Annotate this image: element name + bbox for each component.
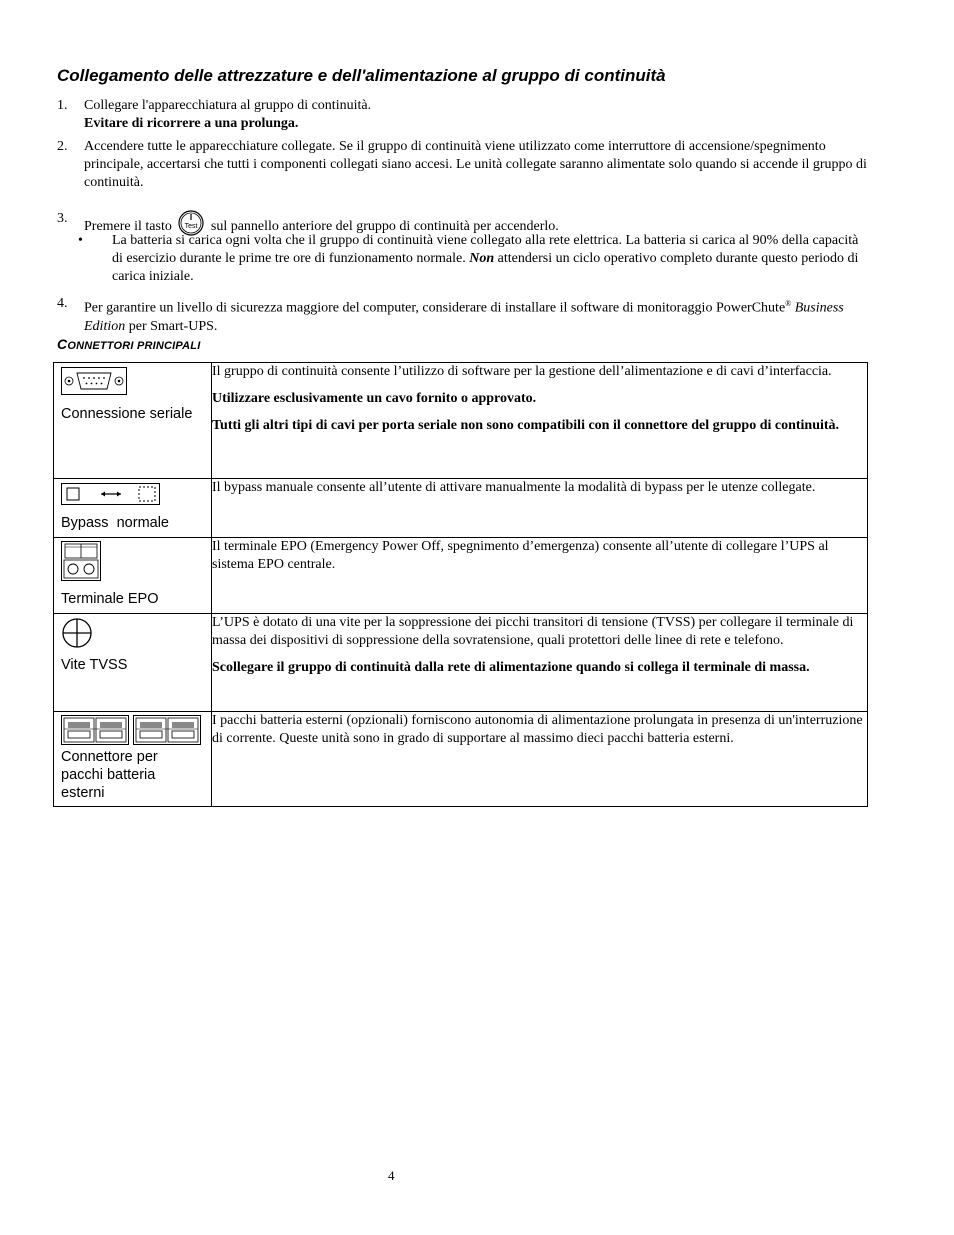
- product-edition: Business Edition: [84, 300, 844, 334]
- connector-cell: [54, 712, 212, 807]
- description-paragraph: Il terminale EPO (Emergency Power Off, spegnimento d’emergenza) consente all’utente di collegare l’UPS al sistema EPO centrale.: [212, 539, 829, 572]
- step-text: Accendere tutte le apparecchiature collegate. Se il gruppo di continuità viene utilizzato come interruttore di accensione/spegnimento principale, accertarsi che tutti i componenti collegati siano accesi. Le unità collegate saranno alimentate solo quando si accende il gruppo di continuità.: [84, 139, 867, 190]
- connector-description: [212, 363, 868, 479]
- description-warning: Utilizzare esclusivamente un cavo fornito o approvato.: [212, 391, 537, 406]
- bullet-dot: •: [78, 233, 83, 248]
- ground-screw-icon: [61, 617, 93, 654]
- connector-label: Connettore per pacchi batteria esterni: [61, 749, 158, 801]
- connector-description: [212, 479, 868, 538]
- connector-cell: [54, 479, 212, 538]
- page-number: 4: [388, 1168, 395, 1183]
- step-text: Collegare l'apparecchiatura al gruppo di continuità.: [84, 98, 372, 113]
- table-row: [54, 614, 868, 712]
- step-text: Per garantire un livello di sicurezza maggiore del computer, considerare di installare il software di monitoraggio PowerChute: [84, 300, 786, 316]
- step-number: 3.: [57, 211, 68, 226]
- bullet-text: La batteria si carica ogni volta che il gruppo di continuità viene collegato alla rete elettrica. La batteria si carica al 90% della capacità di esercizio durante le prime tre ore di funzionamento normale.: [112, 233, 859, 266]
- description-warning: Scollegare il gruppo di continuità dalla rete di alimentazione quando si collega il terminale di massa.: [212, 660, 810, 675]
- connector-description: [212, 538, 868, 614]
- step-number: 4.: [57, 296, 68, 311]
- step-text-after: sul pannello anteriore del gruppo di continuità per accenderlo.: [210, 219, 559, 234]
- epo-terminal-icon: [61, 541, 101, 586]
- connector-label: Terminale EPO: [61, 591, 159, 607]
- step-number: 2.: [57, 139, 68, 154]
- step-warning: Evitare di ricorrere a una prolunga.: [84, 116, 299, 131]
- connector-cell: [54, 538, 212, 614]
- description-paragraph: L’UPS è dotato di una vite per la soppressione dei picchi transitori di tensione (TVSS) per collegare il terminale di massa dei dispositivi di soppressione della sovratensione, quali protettori delle linee di rete e telefono.: [212, 615, 854, 648]
- connector-description: [212, 614, 868, 712]
- connectors-table: [53, 362, 868, 807]
- test-icon-label: Test: [184, 223, 198, 230]
- step-number: 1.: [57, 98, 68, 113]
- connector-cell: [54, 614, 212, 712]
- description-paragraph: Il gruppo di continuità consente l’utilizzo di software per la gestione dell’alimentazione e di cavi d’interfaccia.: [212, 364, 832, 379]
- connector-label: Vite TVSS: [61, 657, 128, 673]
- connector-description: [212, 712, 868, 807]
- battery-pack-connector-icon: [61, 715, 201, 750]
- table-row: [54, 479, 868, 538]
- bullet-item: [78, 232, 868, 286]
- bullet-text-after: attendersi un ciclo operativo completo durante questo periodo di carica iniziale.: [112, 251, 859, 284]
- bullet-emphasis: Non: [469, 251, 495, 266]
- step-2: [57, 138, 877, 192]
- step-text-after: per Smart-UPS.: [128, 318, 218, 334]
- connectors-section-title: CONNETTORI PRINCIPALI: [57, 336, 201, 352]
- bypass-switch-icon: [61, 483, 161, 510]
- table-row: [54, 538, 868, 614]
- step-4: [57, 295, 877, 336]
- table-row: [54, 363, 868, 479]
- section-heading: Collegamento delle attrezzature e dell'alimentazione al gruppo di continuità: [57, 66, 666, 85]
- description-paragraph: Il bypass manuale consente all’utente di attivare manualmente la modalità di bypass per le utenze collegate.: [212, 480, 816, 495]
- connector-cell: [54, 363, 212, 479]
- connector-label: Bypass normale: [61, 515, 169, 531]
- step-text: Premere il tasto: [84, 219, 172, 234]
- connector-label: Connessione seriale: [61, 406, 193, 422]
- registered-mark: ®: [785, 299, 792, 308]
- description-paragraph: I pacchi batteria esterni (opzionali) forniscono autonomia di alimentazione prolungata in presenza di un'interruzione di corrente. Queste unità sono in grado di supportare al massimo dieci pacchi batteria esterni.: [212, 713, 863, 746]
- step-1: [57, 97, 877, 133]
- serial-port-icon: [61, 367, 127, 400]
- description-warning: Tutti gli altri tipi di cavi per porta seriale non sono compatibili con il connettore del gruppo di continuità.: [212, 418, 840, 433]
- table-row: [54, 712, 868, 807]
